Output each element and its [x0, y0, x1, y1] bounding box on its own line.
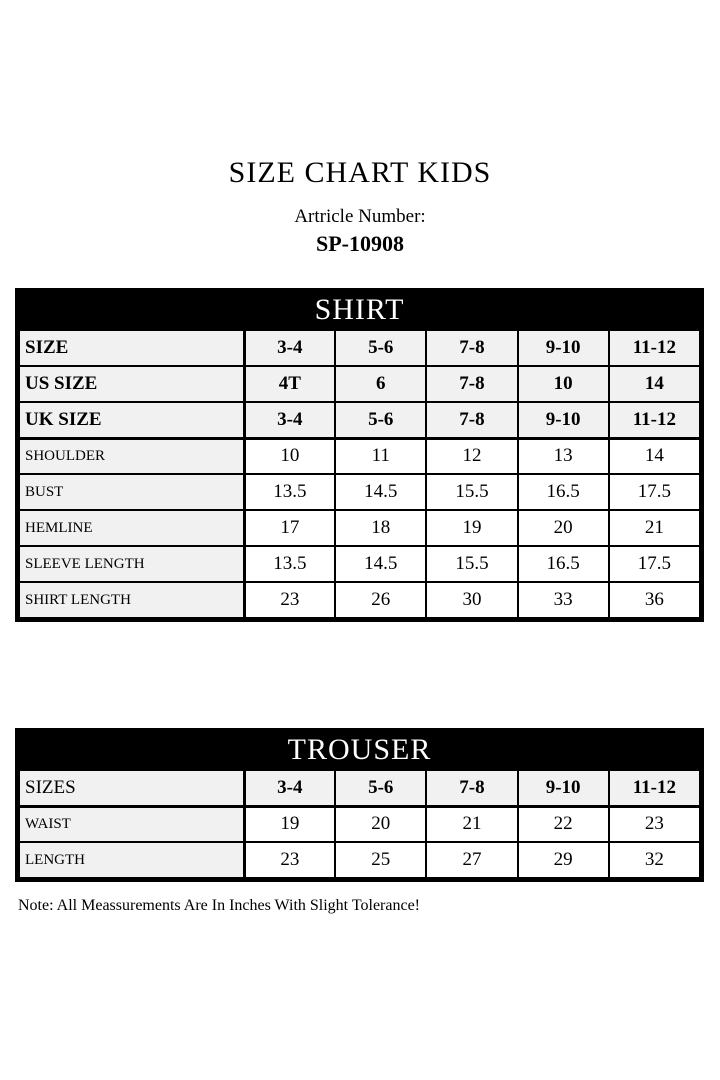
- measure-cell: 19: [426, 510, 517, 546]
- size-cell: 10: [518, 366, 609, 402]
- measure-cell: 13.5: [244, 546, 335, 582]
- measure-cell: 16.5: [518, 546, 609, 582]
- shirt-table-title: SHIRT: [314, 293, 405, 326]
- shirt-sleeve-length-row: [19, 546, 700, 582]
- trouser-table-banner: [18, 731, 701, 769]
- size-cell: 5-6: [335, 330, 426, 366]
- measure-cell: 10: [244, 438, 335, 474]
- size-cell: 9-10: [518, 770, 609, 806]
- shirt-measurements-grid: [18, 329, 701, 619]
- row-label: WAIST: [19, 806, 244, 842]
- size-cell: 7-8: [426, 330, 517, 366]
- measure-cell: 15.5: [426, 546, 517, 582]
- trouser-sizes-row: [19, 770, 700, 806]
- size-cell: 3-4: [244, 330, 335, 366]
- measure-cell: 17.5: [609, 474, 700, 510]
- measure-cell: 12: [426, 438, 517, 474]
- measure-cell: 20: [335, 806, 426, 842]
- measure-cell: 23: [609, 806, 700, 842]
- row-label: HEMLINE: [19, 510, 244, 546]
- trouser-measurements-grid: [18, 769, 701, 879]
- article-number-value: SP-10908: [316, 231, 404, 256]
- shirt-hemline-row: [19, 510, 700, 546]
- size-cell: 11-12: [609, 330, 700, 366]
- measure-cell: 23: [244, 582, 335, 618]
- measure-cell: 14.5: [335, 474, 426, 510]
- trouser-table-title: TROUSER: [287, 733, 432, 766]
- size-cell: 9-10: [518, 330, 609, 366]
- measure-cell: 13.5: [244, 474, 335, 510]
- trouser-waist-row: [19, 806, 700, 842]
- shirt-size-table: [15, 288, 704, 622]
- size-cell: 9-10: [518, 402, 609, 438]
- shirt-length-row: [19, 582, 700, 618]
- measure-cell: 29: [518, 842, 609, 878]
- measure-cell: 23: [244, 842, 335, 878]
- measure-cell: 26: [335, 582, 426, 618]
- measure-cell: 25: [335, 842, 426, 878]
- row-label: LENGTH: [19, 842, 244, 878]
- shirt-table-banner: [18, 291, 701, 329]
- size-cell: 7-8: [426, 770, 517, 806]
- measure-cell: 15.5: [426, 474, 517, 510]
- measure-cell: 14.5: [335, 546, 426, 582]
- measure-cell: 11: [335, 438, 426, 474]
- size-cell: 11-12: [609, 402, 700, 438]
- size-cell: 4T: [244, 366, 335, 402]
- measure-cell: 14: [609, 438, 700, 474]
- measure-cell: 19: [244, 806, 335, 842]
- page-title: SIZE CHART KIDS: [228, 156, 492, 189]
- shirt-shoulder-row: [19, 438, 700, 474]
- size-cell: 5-6: [335, 402, 426, 438]
- size-cell: 3-4: [244, 770, 335, 806]
- shirt-size-row: [19, 330, 700, 366]
- row-label: SLEEVE LENGTH: [19, 546, 244, 582]
- size-cell: 7-8: [426, 402, 517, 438]
- row-label: US SIZE: [19, 366, 244, 402]
- measure-cell: 13: [518, 438, 609, 474]
- row-label: UK SIZE: [19, 402, 244, 438]
- row-label: SIZES: [19, 770, 244, 806]
- measure-cell: 22: [518, 806, 609, 842]
- size-cell: 6: [335, 366, 426, 402]
- measure-cell: 18: [335, 510, 426, 546]
- size-cell: 14: [609, 366, 700, 402]
- article-number-label: Artricle Number:: [294, 206, 426, 227]
- shirt-uk-size-row: [19, 402, 700, 438]
- measure-cell: 33: [518, 582, 609, 618]
- measure-cell: 16.5: [518, 474, 609, 510]
- measure-cell: 17.5: [609, 546, 700, 582]
- row-label: SIZE: [19, 330, 244, 366]
- row-label: SHOULDER: [19, 438, 244, 474]
- note-text: Note: All Meassurements Are In Inches With Slight Tolerance!: [18, 897, 420, 914]
- size-cell: 5-6: [335, 770, 426, 806]
- size-cell: 3-4: [244, 402, 335, 438]
- size-cell: 11-12: [609, 770, 700, 806]
- measure-cell: 21: [609, 510, 700, 546]
- shirt-bust-row: [19, 474, 700, 510]
- measure-cell: 36: [609, 582, 700, 618]
- measure-cell: 21: [426, 806, 517, 842]
- size-cell: 7-8: [426, 366, 517, 402]
- measure-cell: 27: [426, 842, 517, 878]
- measure-cell: 20: [518, 510, 609, 546]
- trouser-length-row: [19, 842, 700, 878]
- measure-cell: 30: [426, 582, 517, 618]
- shirt-us-size-row: [19, 366, 700, 402]
- measure-cell: 32: [609, 842, 700, 878]
- trouser-size-table: [15, 728, 704, 882]
- row-label: SHIRT LENGTH: [19, 582, 244, 618]
- measure-cell: 17: [244, 510, 335, 546]
- row-label: BUST: [19, 474, 244, 510]
